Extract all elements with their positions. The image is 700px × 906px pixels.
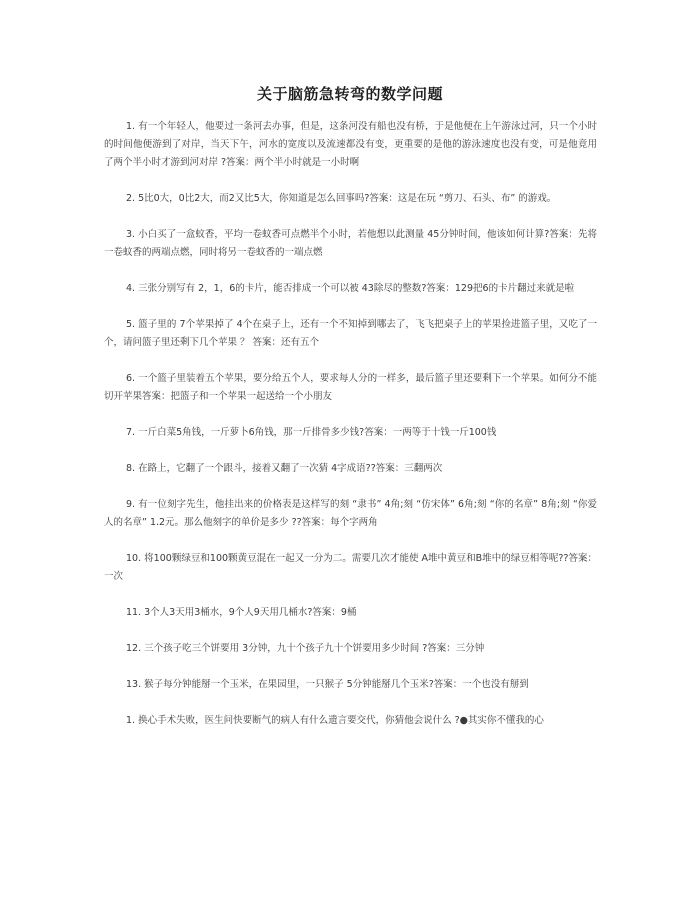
question-item: 6. 一个篮子里装着五个苹果，要分给五个人，要求每人分的一样多，最后篮子里还要剩下一个苹果。如何分不能切开苹果答案：把篮子和一个苹果一起送给一个小朋友	[104, 373, 597, 402]
question-item: 11. 3个人3天用3桶水，9个人9天用几桶水?答案：9桶	[126, 607, 357, 618]
question-item: 8. 在路上，它翻了一个跟斗，接着又翻了一次猜 4字成语??答案：三翻两次	[126, 463, 443, 474]
question-item: 10. 将100颗绿豆和100颗黄豆混在一起又一分为二。需要几次才能使 A堆中黄豆和B堆中的绿豆相等呢??答案：一次	[104, 553, 597, 582]
question-item: 13. 猴子每分钟能掰一个玉米，在果园里，一只猴子 5分钟能掰几个玉米?答案：一个也没有掰到	[126, 679, 529, 690]
question-item: 1. 有一个年轻人，他要过一条河去办事，但是，这条河没有船也没有桥，于是他便在上午游泳过河，只一个小时的时间他便游到了对岸，当天下午，河水的宽度以及流速都没有变，更重要的是他的游泳速度也没有变，可是他竟用了两个半小时才游到河对岸 ?答案：两个半小时就是一小时啊	[104, 121, 597, 168]
question-item: 5. 篮子里的 7个苹果掉了 4个在桌子上，还有一个不知掉到哪去了，飞飞把桌子上的苹果捡进篮子里，又吃了一个，请问篮子里还剩下几个苹果 ？ 答案：还有五个	[104, 319, 597, 348]
question-item: 2. 5比0大，0比2大，而2又比5大，你知道是怎么回事吗?答案：这是在玩 “剪刀、石头、布” 的游戏。	[126, 193, 557, 204]
document-body	[104, 118, 597, 730]
question-item: 3. 小白买了一盒蚊香，平均一卷蚊香可点燃半个小时，若他想以此测量 45分钟时间，他该如何计算?答案：先将一卷蚊香的两端点燃，同时将另一卷蚊香的一端点燃	[104, 229, 597, 258]
question-item: 12. 三个孩子吃三个饼要用 3分钟，九十个孩子九十个饼要用多少时间 ?答案：三分钟	[126, 643, 485, 654]
document-title: 关于脑筋急转弯的数学问题	[256, 85, 443, 103]
question-item: 4. 三张分别写有 2，1，6的卡片，能否排成一个可以被 43除尽的整数?答案：129把6的卡片翻过来就是啦	[126, 283, 575, 294]
question-item: 1. 换心手术失败，医生问快要断气的病人有什么遗言要交代，你猜他会说什么 ?●其实你不懂我的心	[126, 715, 544, 726]
question-item: 9. 有一位刻字先生，他挂出来的价格表是这样写的刻 “隶书” 4角;刻 “仿宋体” 6角;刻 “你的名章” 8角;刻 “你爱人的名章” 1.2元。那么他刻字的单价是多少 ??答案：每个字两角	[104, 499, 597, 528]
question-item: 7. 一斤白菜5角钱，一斤萝卜6角钱，那一斤排骨多少钱?答案：一两等于十钱一斤100钱	[126, 427, 497, 438]
